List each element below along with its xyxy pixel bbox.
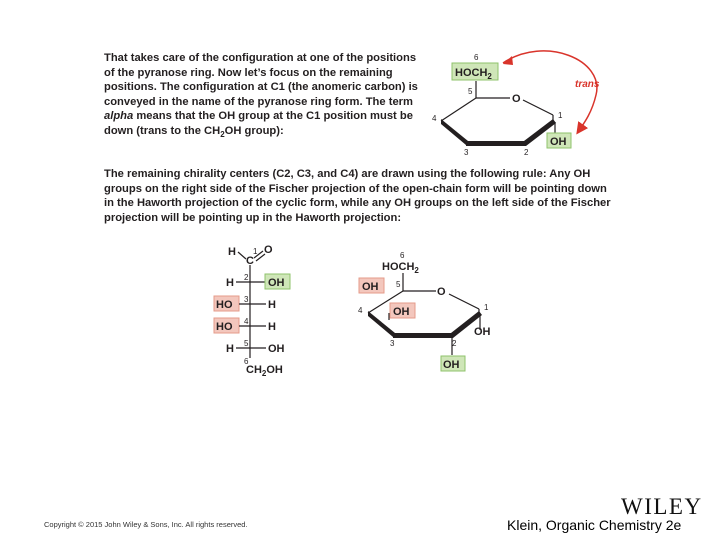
copyright-notice: Copyright © 2015 John Wiley & Sons, Inc. All rights reserved.: [44, 520, 248, 529]
haworth-c5-oh: OH: [362, 281, 379, 293]
trans-label: trans: [575, 79, 600, 90]
haworth-ring-oxygen: O: [437, 286, 446, 298]
fischer-c4-h: H: [268, 321, 276, 333]
fischer-c6-ch2oh: $CH_2OH$: [246, 364, 283, 378]
fischer-c2-oh: OH: [268, 277, 285, 289]
ring-oxygen: O: [512, 93, 521, 105]
haworth-number-3: 3: [390, 339, 395, 348]
fischer-c1-h: H: [228, 246, 236, 258]
carbon-number-5: 5: [468, 87, 473, 96]
fischer-c3-ho: HO: [216, 299, 233, 311]
fischer-number-6: 6: [244, 357, 249, 366]
paragraph-chirality-rule: The remaining chirality centers (C2, C3, and C4) are drawn using the following rule: Any OH groups on the right side of the Fischer projection of the open-chain form will be pointing down in the Haworth projection of the cyclic form, while any OH groups on the left side of the Fischer projection will be pointing up in the Haworth projection:: [104, 168, 611, 224]
fischer-number-5: 5: [244, 339, 249, 348]
fischer-c3-h: H: [268, 299, 276, 311]
fischer-c5-oh: OH: [268, 343, 285, 355]
wiley-logo: WILEY: [621, 494, 703, 519]
haworth-number-5: 5: [396, 280, 401, 289]
carbon-number-4: 4: [432, 114, 437, 123]
para1-text-a: That takes care of the configuration at one of the positions of the pyranose ring. Now let’s focus on the remaining positions. The configuration at C1 (the anomeric carbon) is conveyed in the name of the pyranose ring form. The term: [104, 52, 418, 108]
haworth-c1-oh: OH: [474, 326, 491, 338]
alpha-term: alpha: [104, 110, 134, 123]
haworth-number-1: 1: [484, 303, 489, 312]
carbon-number-2: 2: [524, 148, 529, 157]
fischer-c5-h: H: [226, 343, 234, 355]
fischer-number-2: 2: [244, 273, 249, 282]
carbon-number-6: 6: [474, 53, 479, 62]
fischer-c1-carbon: C: [246, 255, 254, 267]
haworth-hoch2: $HOCH_2$: [382, 261, 419, 275]
haworth-number-2: 2: [452, 339, 457, 348]
fischer-number-3: 3: [244, 295, 249, 304]
fischer-c2-h: H: [226, 277, 234, 289]
haworth-c2-oh: OH: [443, 359, 460, 371]
haworth-number-6: 6: [400, 251, 405, 260]
para1-text-c: OH group):: [224, 124, 284, 137]
para1-text-b: means that the OH group at the C1 position must be down (trans to the CH: [104, 110, 413, 137]
c1-oh-label: OH: [550, 136, 567, 148]
para1-subscript: 2: [220, 130, 225, 140]
fischer-c4-ho: HO: [216, 321, 233, 333]
fischer-number-1: 1: [253, 247, 258, 256]
haworth-c4-oh: OH: [393, 306, 410, 318]
haworth-bold-bond-c3-c2: [393, 333, 453, 338]
haworth-ring-o-c1: [449, 294, 479, 309]
book-citation: Klein, Organic Chemistry 2e: [507, 517, 682, 533]
carbon-number-1: 1: [558, 111, 563, 120]
fischer-number-4: 4: [244, 317, 249, 326]
fischer-c1-oxygen: O: [264, 244, 273, 256]
carbon-number-3: 3: [464, 148, 469, 157]
hoch2-label: $HOCH_2$: [455, 67, 492, 81]
haworth-number-4: 4: [358, 306, 363, 315]
